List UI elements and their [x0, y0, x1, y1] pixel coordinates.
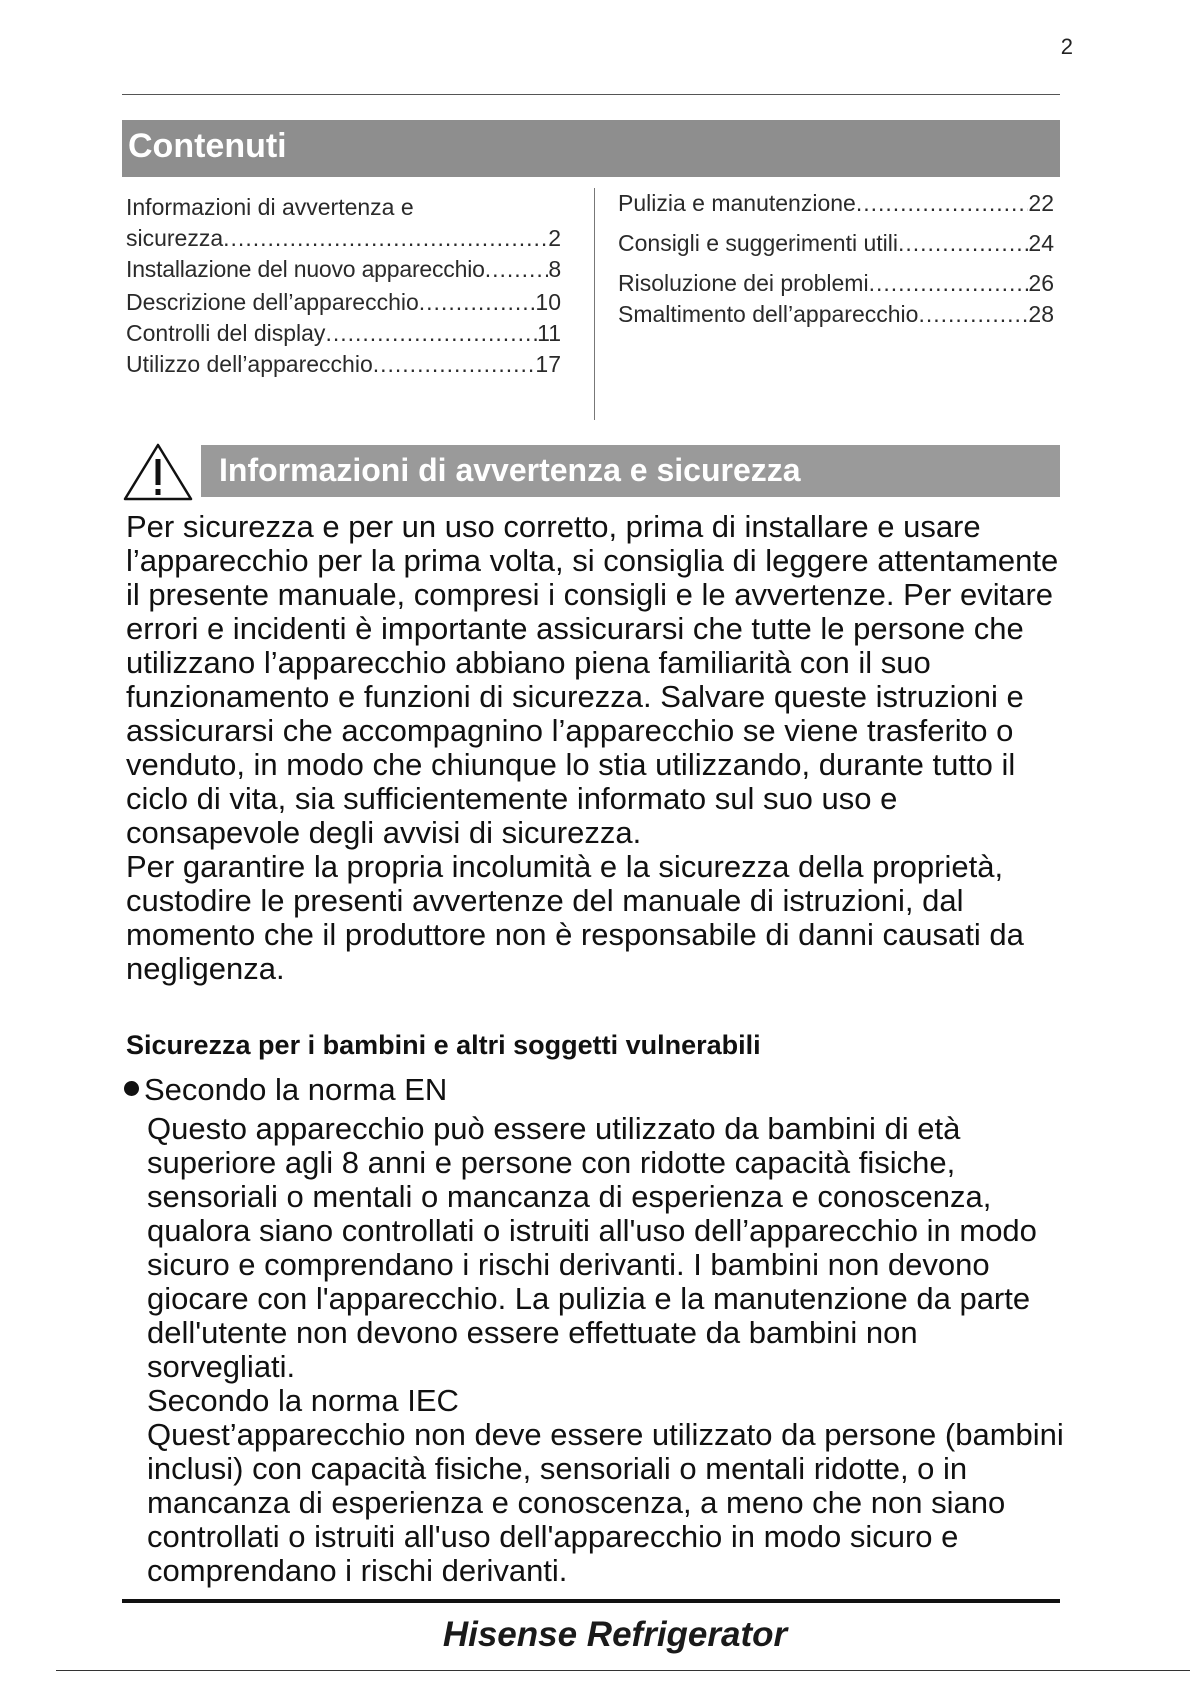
toc-column-divider	[594, 188, 595, 420]
footer-divider	[122, 1599, 1060, 1603]
toc-entry[interactable]	[126, 349, 561, 380]
toc-entry-title: Utilizzo dell’apparecchio	[126, 351, 373, 377]
toc-entry-title: Pulizia e manutenzione	[618, 190, 856, 216]
toc-entry[interactable]	[618, 268, 1054, 299]
toc-entry-page: 17	[535, 351, 561, 377]
bullet-dot-icon	[124, 1081, 139, 1096]
en-norm-paragraph	[147, 1112, 1067, 1588]
toc-header	[122, 120, 1060, 177]
toc-entry-page: 8	[548, 256, 561, 282]
toc-dot-leader	[373, 349, 536, 380]
toc-entry-title: Consigli e suggerimenti utili	[618, 230, 898, 256]
toc-title: Contenuti	[128, 127, 287, 165]
top-divider	[122, 94, 1060, 95]
toc-dot-leader	[918, 299, 1028, 330]
toc-dot-leader	[419, 287, 536, 318]
bullet-text: Secondo la norma EN	[144, 1072, 448, 1107]
toc-dot-leader	[223, 223, 548, 254]
children-safety-heading: Sicurezza per i bambini e altri soggetti vulnerabili	[126, 1030, 761, 1060]
toc-entry-title: Installazione del nuovo apparecchio	[126, 256, 485, 282]
section-header	[201, 445, 1060, 497]
en-norm-text: Questo apparecchio può essere utilizzato da bambini di età superiore agli 8 anni e persone con ridotte capacità fisiche, sensoriali o mentali o mancanza di esperienza e conoscenza, qualora siano controllati o istruiti all'uso dell’apparecchio in modo sicuro e comprendano i rischi derivanti. I bambini non devono giocare con l'apparecchio. La pulizia e la manutenzione da parte dell'utente non devono essere effettuate da bambini non sorvegliati.	[147, 1111, 1037, 1384]
iec-norm-heading: Secondo la norma IEC	[147, 1383, 459, 1418]
toc-entry[interactable]	[126, 223, 561, 254]
toc-entry[interactable]	[618, 299, 1054, 330]
toc-entry-page: 26	[1028, 270, 1054, 296]
toc-dot-leader	[856, 188, 1029, 219]
toc-dot-leader	[898, 228, 1028, 259]
toc-entry-title: Risoluzione dei problemi	[618, 270, 869, 296]
toc-entry-page: 11	[537, 320, 561, 346]
toc-entry[interactable]	[126, 287, 561, 318]
toc-entry-title: sicurezza	[126, 225, 224, 251]
toc-entry-page: 22	[1028, 190, 1054, 216]
warning-triangle-icon	[122, 442, 194, 502]
toc-entry-page: 28	[1028, 301, 1054, 327]
toc-entry-page: 2	[548, 225, 561, 251]
toc-dot-leader	[325, 318, 537, 349]
toc-entry[interactable]	[126, 318, 561, 349]
toc-entry[interactable]	[126, 254, 561, 285]
toc-entry[interactable]	[618, 188, 1054, 219]
toc-entry-page: 10	[535, 289, 561, 315]
toc-entry-page: 24	[1028, 230, 1054, 256]
section-title: Informazioni di avvertenza e sicurezza	[219, 452, 801, 488]
toc-entry[interactable]	[618, 228, 1054, 259]
toc-entry-title: Descrizione dell’apparecchio	[126, 289, 419, 315]
intro-text: Per sicurezza e per un uso corretto, prima di installare e usare l’apparecchio per la prima volta, si consiglia di leggere attentamente il presente manuale, compresi i consigli e le avvertenze. Per evitare errori e incidenti è importante assicurarsi che tutte le persone che utilizzano l’apparecchio abbiano piena familiarità con il suo funzionamento e funzioni di sicurezza. Salvare queste istruzioni e assicurarsi che accompagnino l’apparecchio se viene trasferito o venduto, in modo che chiunque lo stia utilizzando, durante tutto il ciclo di vita, sia sufficientemente informato sul suo uso e consapevole degli avvisi di sicurezza.	[126, 509, 1059, 850]
intro-text-2: Per garantire la propria incolumità e la sicurezza della proprietà, custodire le presenti avvertenze del manuale di istruzioni, dal momento che il produttore non è responsabile di danni causati da negligenza.	[126, 849, 1024, 986]
toc-left-column	[126, 192, 561, 380]
toc-entry-title-line: Informazioni di avvertenza e	[126, 194, 414, 220]
bullet-item	[124, 1072, 447, 1108]
toc-entry-title: Smaltimento dell’apparecchio	[618, 301, 919, 327]
brand-logo: Hisense Refrigerator	[442, 1615, 788, 1654]
toc-dot-leader	[869, 268, 1029, 299]
page-number: 2	[1060, 34, 1073, 59]
bottom-divider	[56, 1670, 1190, 1671]
intro-paragraph	[126, 510, 1066, 986]
iec-norm-text: Quest’apparecchio non deve essere utilizzato da persone (bambini inclusi) con capacità fisiche, sensoriali o mentali ridotte, o in mancanza di esperienza e conoscenza, a meno che non siano controllati o istruiti all'uso dell'apparecchio in modo sicuro e comprendano i rischi derivanti.	[147, 1417, 1064, 1588]
toc-entry-title: Controlli del display	[126, 320, 326, 346]
toc-dot-leader	[485, 254, 549, 285]
toc-right-column	[618, 188, 1054, 330]
